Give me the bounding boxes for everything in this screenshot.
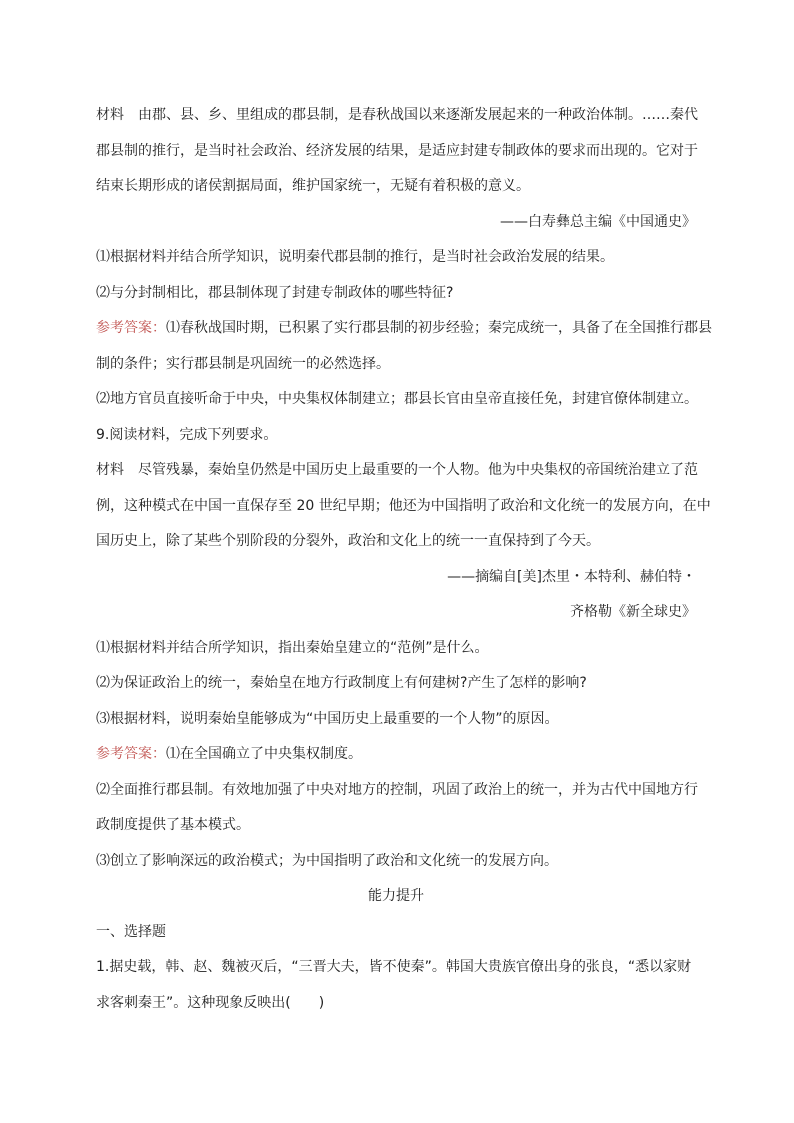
material2-line-1: 材料 尽管残暴，秦始皇仍然是中国历史上最重要的一个人物。他为中央集权的帝国统治建立了范 — [96, 462, 698, 478]
material2-source-2: 齐格勒《新全球史》 — [570, 604, 696, 620]
choice-q1-line-2: 求客刺秦王”。这种现象反映出( ) — [96, 994, 325, 1011]
q9-question-2: ⑵为保证政治上的统一，秦始皇在地方行政制度上有何建树?产生了怎样的影响? — [96, 675, 587, 691]
answer1-line-2: 制的条件；实行郡县制是巩固统一的必然选择。 — [96, 355, 390, 372]
question1-1: ⑴根据材料并结合所学知识，说明秦代郡县制的推行，是当时社会政治发展的结果。 — [96, 249, 614, 265]
section-title: 能力提升 — [368, 888, 424, 904]
section-subheading: 一、选择题 — [96, 923, 166, 940]
q9-answer-text-1: ⑴在全国确立了中央集权制度。 — [166, 746, 362, 762]
material1-line-2: 郡县制的推行，是当时社会政治、经济发展的结果，是适应封建专制政体的要求而出现的。它对于 — [96, 142, 698, 159]
q9-heading: 9.阅读材料，完成下列要求。 — [96, 426, 278, 443]
answer1-line-1 — [96, 311, 712, 347]
material2-source-1: ——摘编自[美]杰里・本特利、赫伯特・ — [447, 568, 696, 585]
q9-answer-line-1 — [96, 737, 696, 773]
material2-line-2: 例，这种模式在中国一直保存至 20 世纪早期；他还为中国指明了政治和文化统一的发展方向，在中 — [96, 497, 711, 514]
material1-source: ——白寿彝总主编《中国通史》 — [500, 213, 696, 230]
q9-question-3: ⑶根据材料，说明秦始皇能够成为“中国历史上最重要的一个人物”的原因。 — [96, 710, 559, 727]
answer-label: 参考答案： — [96, 746, 166, 762]
q9-answer-line-2: ⑵全面推行郡县制。有效地加强了中央对地方的控制，巩固了政治上的统一，并为古代中国地方行 — [96, 781, 698, 798]
choice-q1-line-1: 1.据史载，韩、赵、魏被灭后，“三晋大夫，皆不使秦”。韩国大贵族官僚出身的张良，“悉以家财 — [96, 959, 692, 975]
material1-line-3: 结束长期形成的诸侯割据局面，维护国家统一，无疑有着积极的意义。 — [96, 178, 530, 194]
answer1-text-1: ⑴春秋战国时期，已积累了实行郡县制的初步经验；秦完成统一，具备了在全国推行郡县 — [166, 320, 712, 336]
document-page — [96, 98, 712, 1021]
material1-line-1: 材料 由郡、县、乡、里组成的郡县制，是春秋战国以来逐渐发展起来的一种政治体制。……秦代 — [96, 107, 698, 123]
material2-line-3: 国历史上，除了某些个别阶段的分裂外，政治和文化上的统一一直保持到了今天。 — [96, 533, 600, 549]
q9-answer-line-3: 政制度提供了基本模式。 — [96, 817, 250, 833]
q9-answer-line-4: ⑶创立了影响深远的政治模式；为中国指明了政治和文化统一的发展方向。 — [96, 852, 558, 869]
answer1-line-3: ⑵地方官员直接听命于中央，中央集权体制建立；郡县长官由皇帝直接任免，封建官僚体制建立。 — [96, 391, 698, 407]
q9-question-1: ⑴根据材料并结合所学知识，指出秦始皇建立的“范例”是什么。 — [96, 639, 489, 656]
question1-2: ⑵与分封制相比，郡县制体现了封建专制政体的哪些特征? — [96, 284, 454, 301]
answer-label: 参考答案： — [96, 320, 166, 336]
